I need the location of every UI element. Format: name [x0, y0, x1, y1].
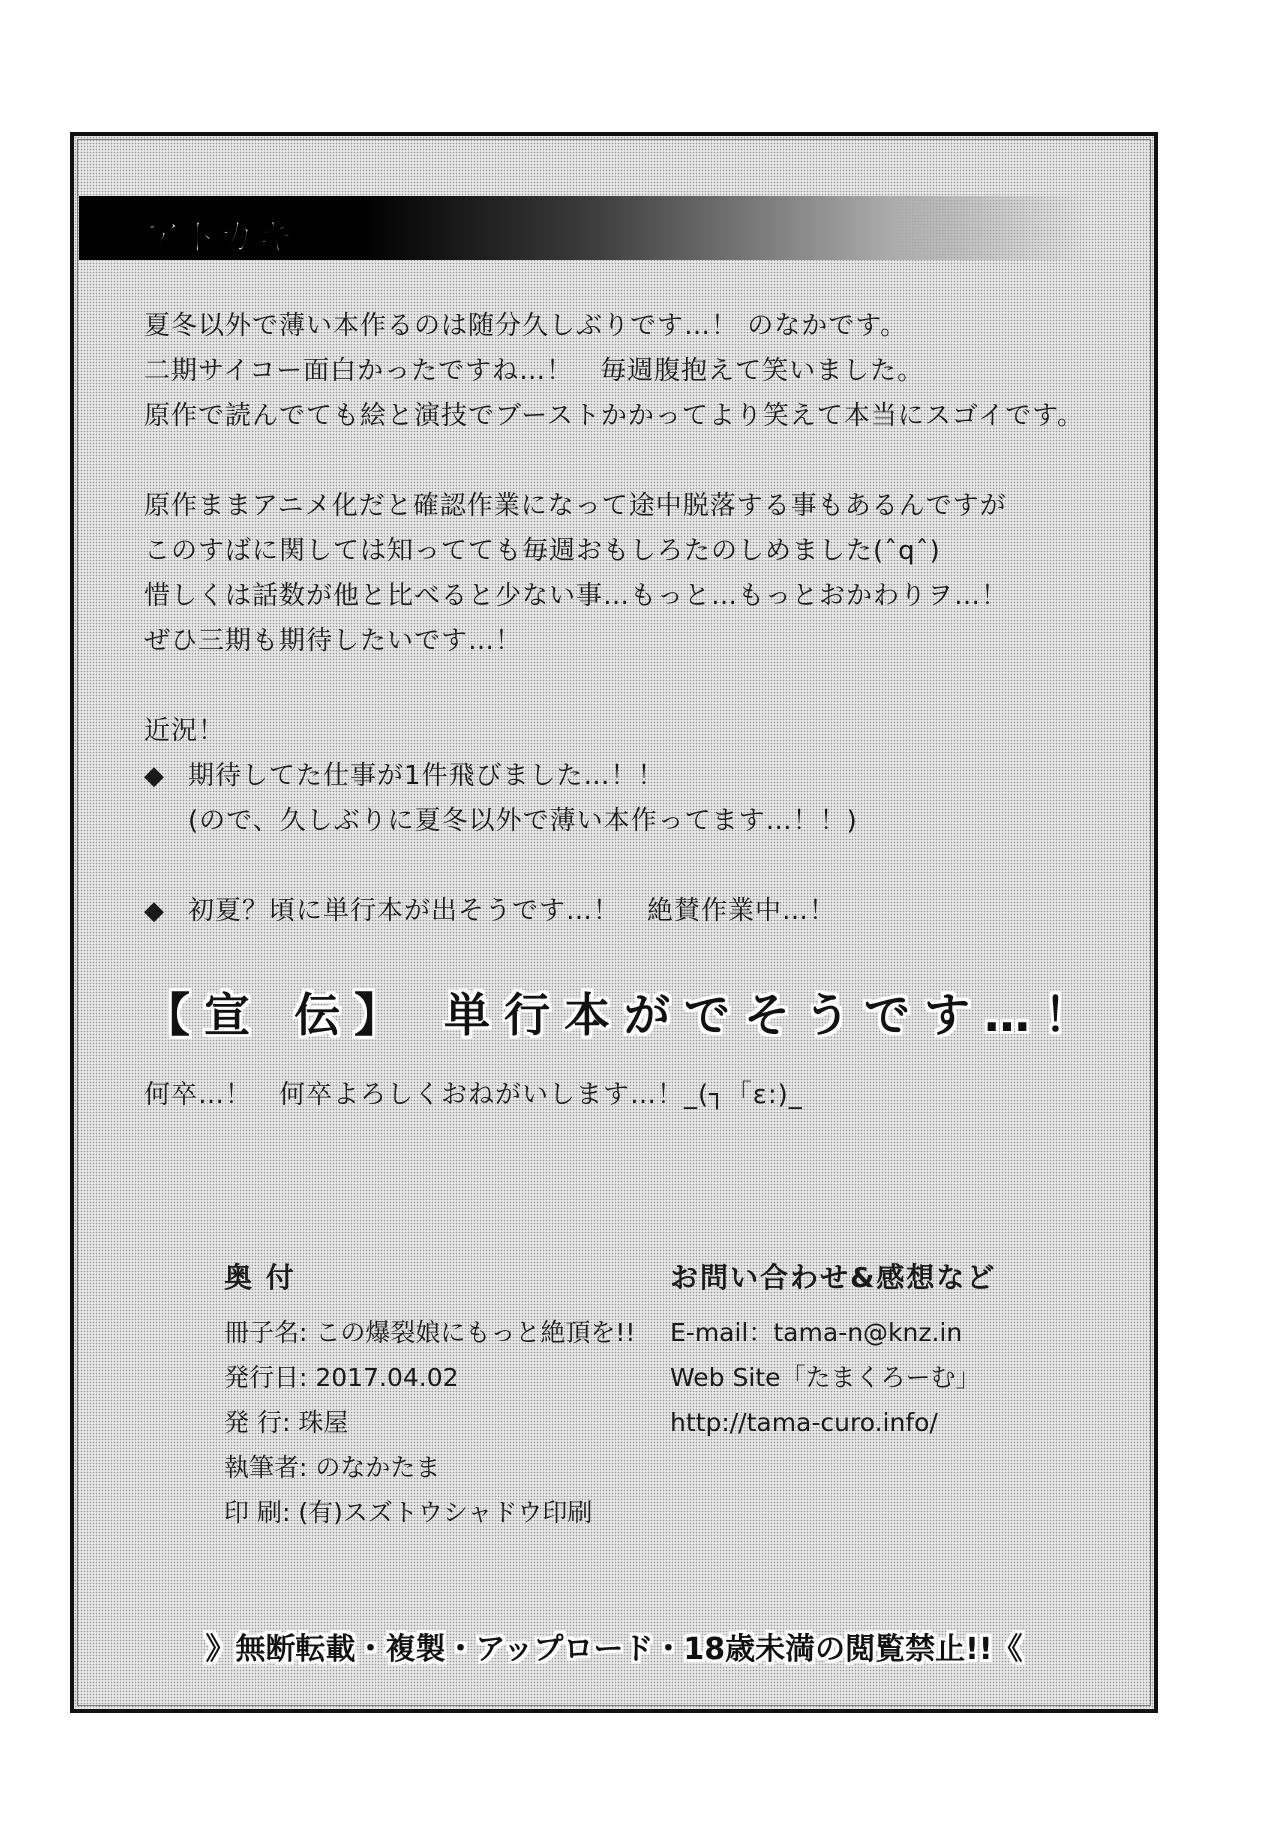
colophon-printer: 印 刷: (有)スズトウシャドウ印刷 [224, 1498, 593, 1527]
colophon-author: 執筆者: のなかたま [224, 1453, 441, 1482]
recent-news [144, 709, 1144, 844]
contact-info [670, 1256, 1090, 1445]
paragraph-line: 原作で読んでても絵と演技でブーストかかってより笑えて本当にスゴイです。 [144, 401, 1085, 431]
paragraph-line: 夏冬以外で薄い本作るのは随分久しぶりです…！ のなかです。 [144, 311, 908, 341]
diamond-bullet-icon: ◆ [144, 896, 165, 926]
colophon [224, 1256, 654, 1535]
promo-headline: 【宣 伝】 単行本がでそうです…！ [144, 988, 1105, 1042]
copyright-warning: 》無断転載・複製・アップロード・18歳未満の閲覧禁止!!《 [205, 1632, 1023, 1667]
afterword-heading-bar [79, 196, 1089, 260]
paragraph-1 [144, 304, 1144, 439]
news-item [144, 754, 1144, 799]
colophon-date: 発行日: 2017.04.02 [224, 1363, 459, 1392]
contact-email: E-mail：tama-n@knz.in [670, 1318, 963, 1347]
paragraph-2 [144, 484, 1144, 664]
news-text: 期待してた仕事が1件飛びました…！！ [188, 761, 665, 791]
afterword-body [144, 304, 1144, 979]
news-text: 初夏？頃に単行本が出そうです…！ 絶賛作業中…！ [188, 896, 837, 926]
paragraph-line: このすばに関しては知ってても毎週おもしろたのしめました(ˆqˆ) [144, 536, 941, 566]
paragraph-line: 惜しくは話数が他と比べると少ない事…もっと…もっとおかわりヲ…！ [144, 581, 1009, 611]
diamond-bullet-icon: ◆ [144, 761, 165, 791]
colophon-heading: 奥 付 [224, 1261, 296, 1294]
afterword-heading: アトガキ [143, 215, 294, 259]
news-note: (ので、久しぶりに夏冬以外で薄い本作ってます…！！) [188, 806, 858, 836]
contact-url: http://tama-curo.info/ [670, 1408, 938, 1437]
news-item [144, 889, 1144, 934]
colophon-publisher: 発 行: 珠屋 [224, 1408, 349, 1437]
thanks-line: 何卒…！ 何卒よろしくおねがいします…！_(┐「ε:)_ [144, 1080, 803, 1110]
contact-website-name: Web Site「たまくろーむ」 [670, 1363, 981, 1392]
contact-heading: お問い合わせ&感想など [670, 1261, 997, 1294]
page-frame [70, 132, 1158, 1713]
paragraph-line: ぜひ三期も期待したいです…！ [144, 626, 523, 656]
recent-label: 近況！ [144, 716, 226, 746]
recent-news-2 [144, 889, 1144, 934]
paragraph-line: 二期サイコー面白かったですね…！ 毎週腹抱えて笑いました。 [144, 356, 925, 386]
colophon-title: 冊子名: この爆裂娘にもっと絶頂を!! [224, 1318, 636, 1347]
paragraph-line: 原作ままアニメ化だと確認作業になって途中脱落する事もあるんですが [144, 491, 1007, 521]
